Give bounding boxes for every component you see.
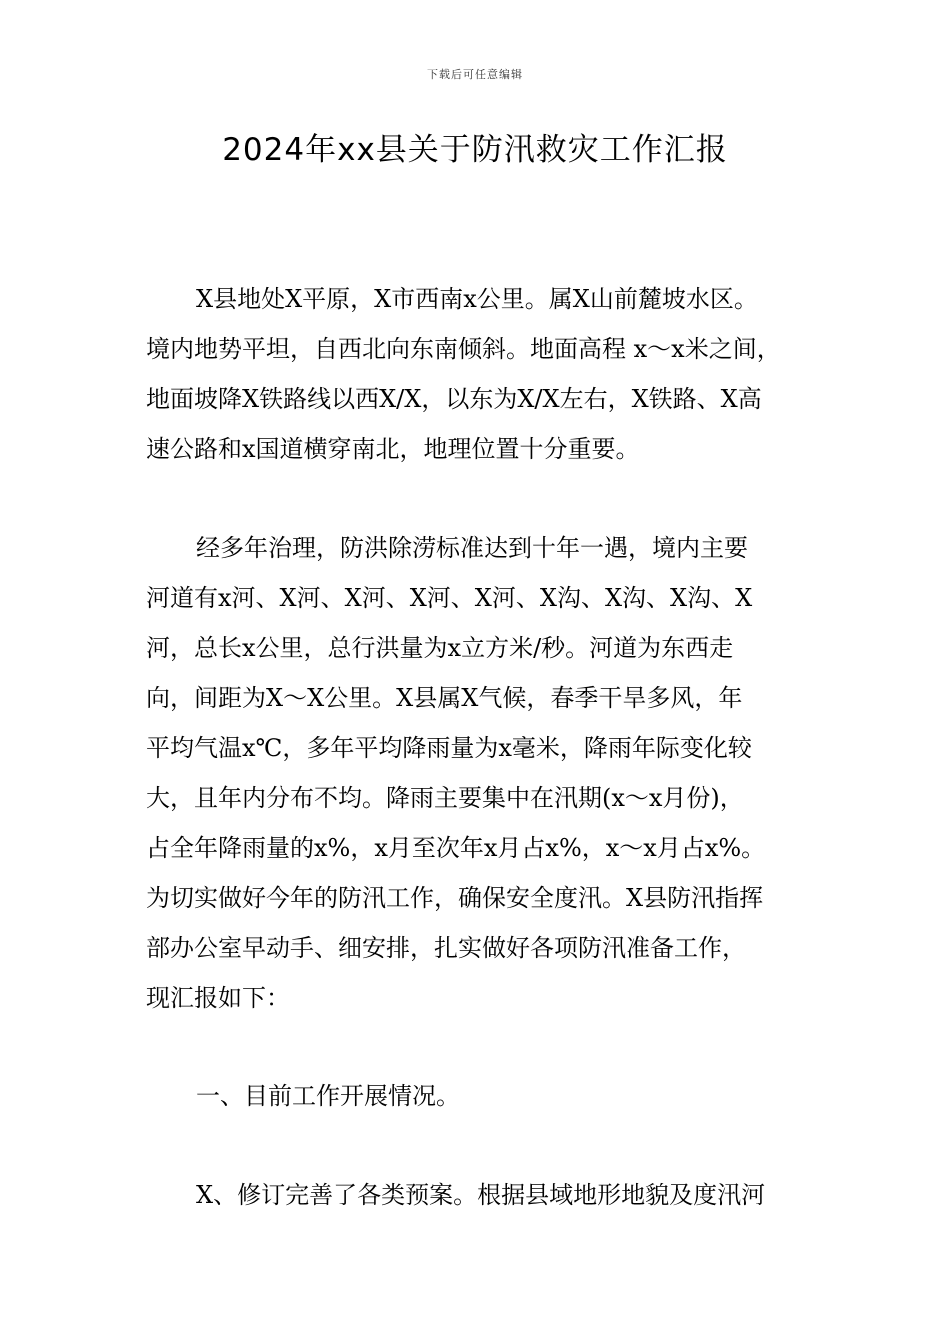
paragraph-line: 占全年降雨量的x%，x月至次年x月占x%，x～x月占x%。: [146, 834, 766, 862]
paragraph-line: 为切实做好今年的防汛工作，确保安全度汛。X县防汛指挥: [146, 884, 764, 912]
paragraph-line: 河道有x河、X河、X河、X河、X河、X沟、X沟、X沟、X: [146, 584, 753, 612]
paragraph-line: 大，且年内分布不均。降雨主要集中在汛期(x～x月份)，: [146, 784, 744, 812]
document-title: 2024年xx县关于防汛救灾工作汇报: [222, 132, 728, 168]
paragraph-line: 速公路和x国道横穿南北，地理位置十分重要。: [146, 435, 640, 463]
paragraph-line: X县地处X平原，X市西南x公里。属X山前麓坡水区。: [196, 285, 758, 313]
section-heading-text: 一、目前工作开展情况。: [196, 1082, 460, 1110]
paragraph-line: 平均气温x℃，多年平均降雨量为x毫米，降雨年际变化较: [146, 734, 752, 762]
paragraph-terrain: [146, 274, 812, 474]
paragraph-line: 向，间距为X～X公里。X县属X气候，春季干旱多风，年: [146, 684, 743, 712]
paragraph-line: 现汇报如下：: [146, 984, 290, 1012]
paragraph-line: 河，总长x公里，总行洪量为x立方米/秒。河道为东西走: [146, 634, 734, 662]
paragraph-line: 经多年治理，防洪除涝标准达到十年一遇，境内主要: [196, 534, 748, 562]
paragraph-line: X、修订完善了各类预案。根据县域地形地貌及度汛河: [196, 1181, 766, 1209]
header-note: 下载后可任意编辑: [427, 68, 523, 81]
paragraph-line: 境内地势平坦，自西北向东南倾斜。地面高程 x～x米之间，: [146, 335, 781, 363]
section-heading: [146, 1071, 812, 1121]
paragraph-line: 地面坡降X铁路线以西X/X，以东为X/X左右，X铁路、X高: [146, 385, 762, 413]
paragraph-plans: [146, 1170, 812, 1220]
paragraph-line: 部办公室早动手、细安排，扎实做好各项防汛准备工作，: [146, 934, 746, 962]
paragraph-rivers-climate: [146, 523, 812, 1023]
